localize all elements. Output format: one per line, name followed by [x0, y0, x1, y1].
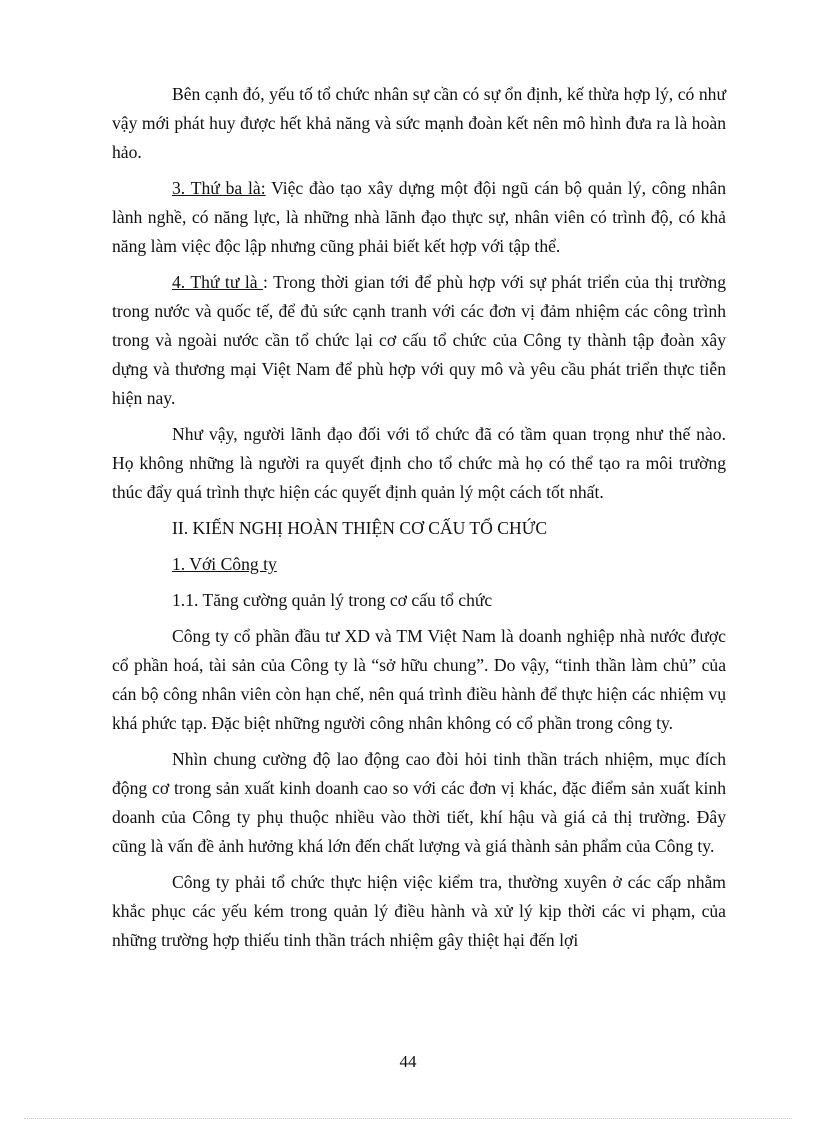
subsubsection-heading-text: 1.1. Tăng cường quản lý trong cơ cấu tổ chức [172, 590, 493, 610]
paragraph-company-ownership [112, 622, 726, 738]
paragraph-text: : Trong thời gian tới để phù hợp với sự phát triển của thị trường trong nước và quốc tế, để đủ sức cạnh tranh với các đơn vị đảm nhiệm các công trình trong và ngoài nước cần tổ chức lại cơ cấu tổ chức của Công ty thành tập đoàn xây dựng và thương mại Việt Nam để phù hợp với quy mô và yêu cầu phát triển thực tiễn hiện nay. [112, 272, 726, 408]
document-body [112, 80, 726, 962]
page-bottom-divider [24, 1118, 792, 1119]
paragraph-text: Việc đào tạo xây dựng một đội ngũ cán bộ quản lý, công nhân lành nghề, có năng lực, là những nhà lãnh đạo thực sự, nhân viên có trình độ, có khả năng làm việc độc lập nhưng cũng phải biết kết hợp với tập thể. [112, 178, 726, 256]
paragraph-leadership-summary [112, 420, 726, 507]
paragraph-text: Công ty phải tổ chức thực hiện việc kiểm tra, thường xuyên ở các cấp nhằm khắc phục các yếu kém trong quản lý điều hành và xử lý kịp thời các vi phạm, của những trường hợp thiếu tinh thần trách nhiệm gây thiệt hại đến lợi [112, 872, 726, 950]
paragraph-labor-intensity [112, 745, 726, 861]
paragraph-organization-personnel [112, 80, 726, 167]
paragraph-third-point [112, 174, 726, 261]
subsection-heading [112, 550, 726, 579]
paragraph-lead: 4. Thứ tư là [172, 272, 264, 292]
page-number: 44 [399, 1052, 417, 1071]
paragraph-inspection [112, 868, 726, 955]
section-heading [112, 514, 726, 543]
paragraph-text: Công ty cổ phần đầu tư XD và TM Việt Nam là doanh nghiệp nhà nước được cổ phần hoá, tài sản của Công ty là “sở hữu chung”. Do vậy, “tinh thần làm chủ” của cán bộ công nhân viên còn hạn chế, nên quá trình điều hành để thực hiện các nhiệm vụ khá phức tạp. Đặc biệt những người công nhân không có cổ phần trong công ty. [112, 626, 726, 733]
paragraph-lead: 3. Thứ ba là: [172, 178, 266, 198]
paragraph-text: Như vậy, người lãnh đạo đối với tổ chức đã có tầm quan trọng như thế nào. Họ không những là người ra quyết định cho tổ chức mà họ có thể tạo ra môi trường thúc đẩy quá trình thực hiện các quyết định quản lý một cách tốt nhất. [112, 424, 726, 502]
subsection-heading-text: 1. Với Công ty [172, 554, 277, 574]
section-heading-text: II. KIẾN NGHỊ HOÀN THIỆN CƠ CẤU TỔ CHỨC [172, 518, 548, 538]
paragraph-text: Nhìn chung cường độ lao động cao đòi hỏi tinh thần trách nhiệm, mục đích động cơ trong sản xuất kinh doanh cao so với các đơn vị khác, đặc điểm sản xuất kinh doanh của Công ty phụ thuộc nhiều vào thời tiết, khí hậu và giá cả thị trường. Đây cũng là vấn đề ảnh hưởng khá lớn đến chất lượng và giá thành sản phẩm của Công ty. [112, 749, 726, 856]
paragraph-text: Bên cạnh đó, yếu tố tổ chức nhân sự cần có sự ổn định, kế thừa hợp lý, có như vậy mới phát huy được hết khả năng và sức mạnh đoàn kết nên mô hình đưa ra là hoàn hảo. [112, 84, 726, 162]
subsubsection-heading [112, 586, 726, 615]
paragraph-fourth-point [112, 268, 726, 413]
